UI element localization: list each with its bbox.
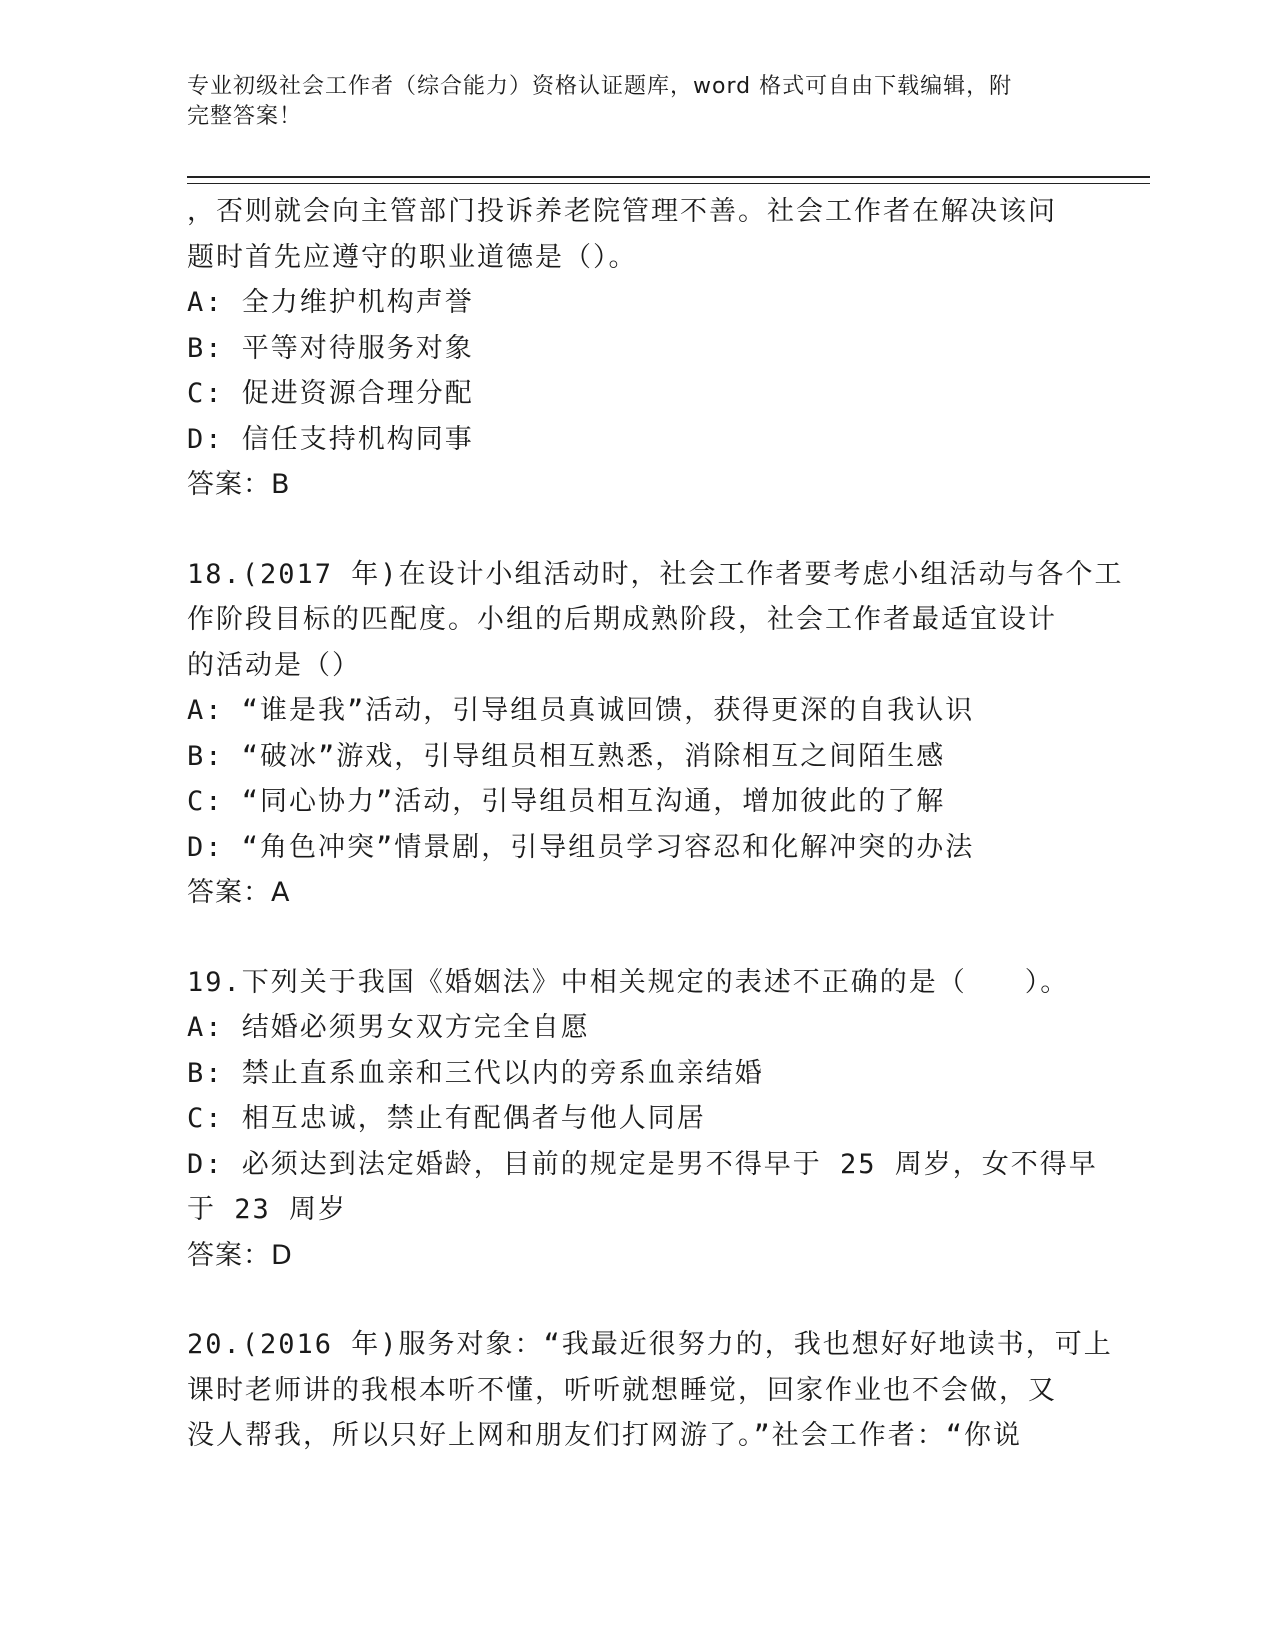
question-text-line: 的活动是（） [187,649,361,681]
question-text-line: 18.(2017 年)在设计小组活动时，社会工作者要考虑小组活动与各个工 [187,558,1124,590]
question-text-line: 20.(2016 年)服务对象：“我最近很努力的，我也想好好地读书，可上 [187,1329,1113,1360]
question-18 [187,552,1124,916]
header-line-2: 完整答案！ [187,104,303,129]
header-divider-thick [187,176,1150,178]
question-text-line: 课时老师讲的我根本听不懂，听听就想睡觉，回家作业也不会做，又 [187,1374,1057,1406]
header-divider-thin [187,183,1150,184]
option-c: C: 相互忠诚，禁止有配偶者与他人同居 [187,1103,706,1134]
question-20 [187,1322,1113,1459]
question-text-line: 题时首先应遵守的职业道德是（）。 [187,241,638,273]
option-a: A: 结婚必须男女双方完全自愿 [187,1012,590,1043]
answer: 答案：A [187,877,291,908]
header-line-1: 专业初级社会工作者（综合能力）资格认证题库，word 格式可自由下载编辑，附 [187,74,1013,99]
question-text-line: 没人帮我，所以只好上网和朋友们打网游了。”社会工作者：“你说 [187,1420,1023,1451]
option-b: B: “破冰”游戏，引导组员相互熟悉，消除相互之间陌生感 [187,740,946,772]
document-body [187,189,1124,1459]
option-d: D: 必须达到法定婚龄，目前的规定是男不得早于 25 周岁，女不得早 [187,1148,1098,1180]
question-17 [187,189,1087,508]
option-d: D: “角色冲突”情景剧，引导组员学习容忍和化解冲突的办法 [187,831,975,863]
question-text-line: ，否则就会向主管部门投诉养老院管理不善。社会工作者在解决该问 [187,196,1057,227]
option-b: B: 平等对待服务对象 [187,332,474,364]
option-d-continued: 于 23 周岁 [187,1194,348,1225]
option-c: C: “同心协力”活动，引导组员相互沟通，增加彼此的了解 [187,786,946,817]
answer: 答案：D [187,1239,293,1271]
option-d: D: 信任支持机构同事 [187,423,474,455]
option-a: A: 全力维护机构声誉 [187,287,474,318]
question-text-line: 19.下列关于我国《婚姻法》中相关规定的表述不正确的是（ ）。 [187,966,1070,998]
page-header [187,72,1087,132]
question-19 [187,960,1098,1279]
option-a: A: “谁是我”活动，引导组员真诚回馈，获得更深的自我认识 [187,695,975,726]
option-b: B: 禁止直系血亲和三代以内的旁系血亲结婚 [187,1057,764,1089]
question-text-line: 作阶段目标的匹配度。小组的后期成熟阶段，社会工作者最适宜设计 [187,604,1057,635]
option-c: C: 促进资源合理分配 [187,378,474,409]
answer: 答案：B [187,469,291,500]
